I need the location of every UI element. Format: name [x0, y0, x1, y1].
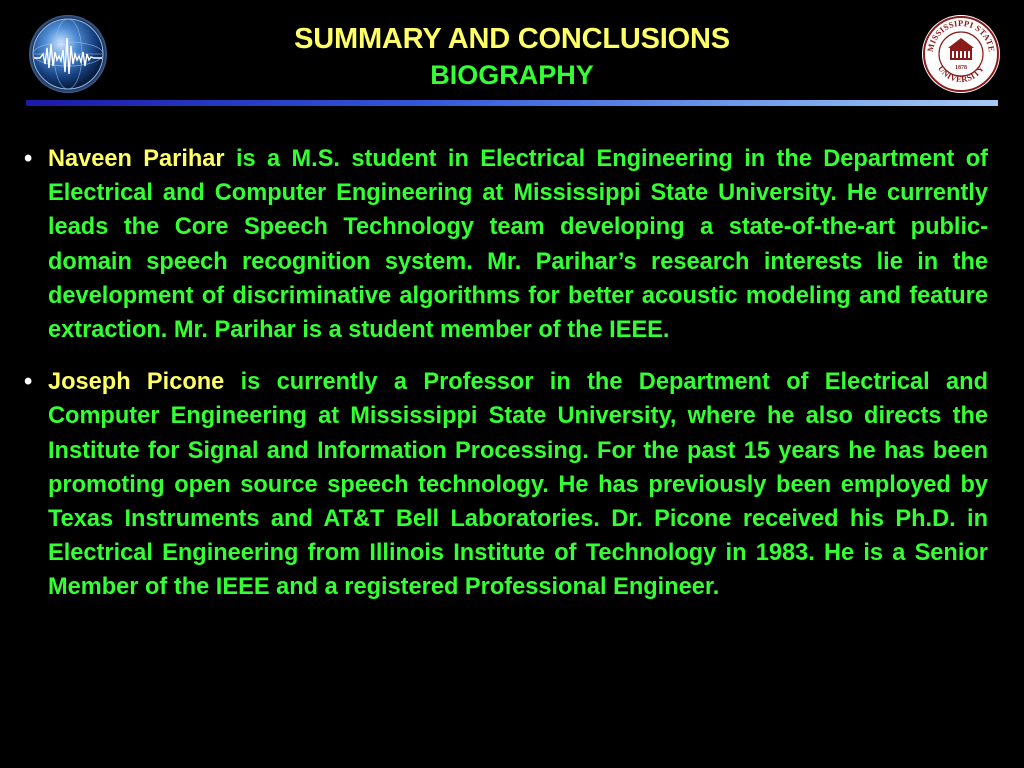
title-divider: [26, 100, 998, 106]
bio-text: is currently a Professor in the Department of Electrical and Computer Engineering at Mississippi State University, where he also directs the Institute for Signal and Information Processing. For the past 15 years he has been promoting open source speech technology. He has previously been employed by Texas Instruments and AT&T Bell Laboratories. Dr. Picone received his Ph.D. in Electrical Engineering from Illinois Institute of Technology in 1983. He is a Senior Member of the IEEE and a registered Professional Engineer.: [48, 369, 988, 601]
biography-list: [24, 142, 988, 623]
slide-title: SUMMARY AND CONCLUSIONS: [294, 23, 730, 55]
bullet-icon: •: [24, 369, 33, 396]
bio-name: Naveen Parihar: [48, 146, 225, 172]
slide-subtitle: BIOGRAPHY: [430, 60, 594, 90]
seal-bottom-text: UNIVERSITY: [936, 63, 986, 85]
seal-year: 1878: [955, 65, 967, 71]
bio-item-picone: [24, 365, 988, 604]
bio-item-parihar: [24, 142, 988, 347]
bio-text: is a M.S. student in Electrical Engineering in the Department of Electrical and Computer Engineering at Mississippi State University. He currently leads the Core Speech Technology team developing a state-of-the-art public-domain speech recognition system. Mr. Parihar’s research interests lie in the development of discriminative algorithms for better acoustic modeling and feature extraction. Mr. Parihar is a student member of the IEEE.: [48, 146, 988, 344]
bullet-icon: •: [24, 146, 33, 172]
bio-name: Joseph Picone: [48, 369, 225, 396]
seal-top-text: MISSISSIPPI STATE: [924, 17, 997, 53]
university-seal-icon: [921, 14, 1001, 94]
